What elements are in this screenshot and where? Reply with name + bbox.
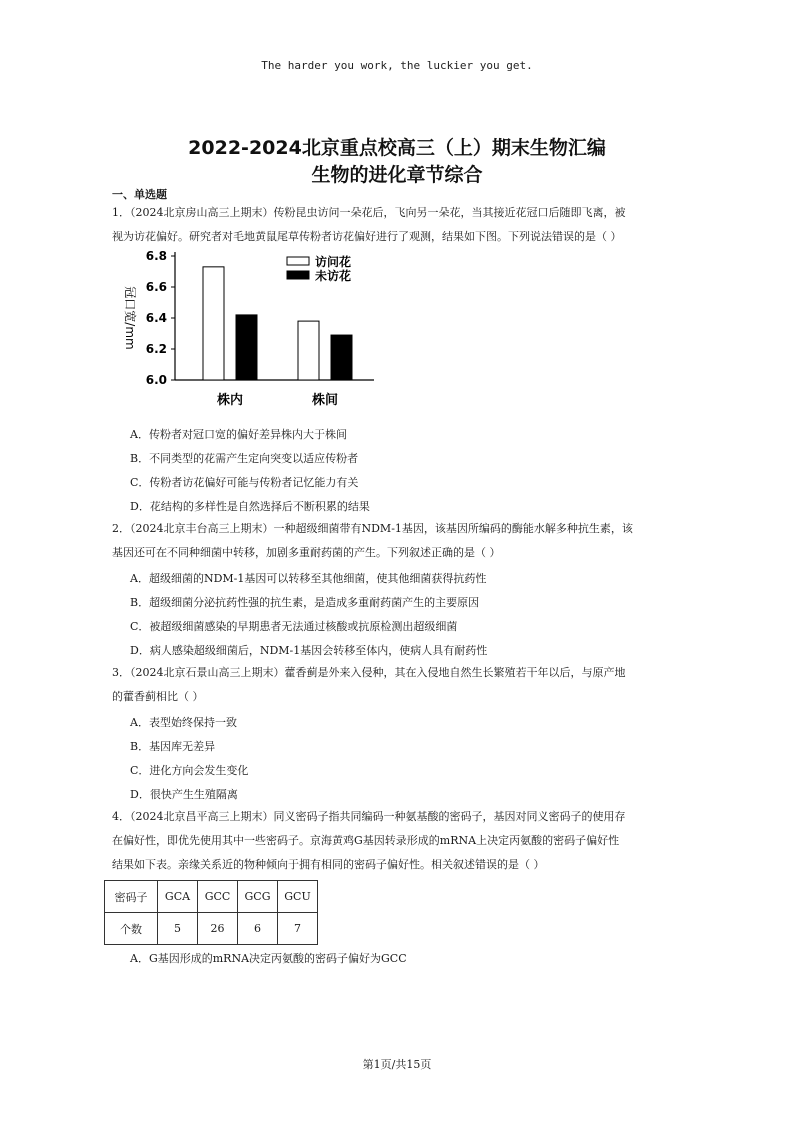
q1-option-b: B．不同类型的花需产生定向突变以适应传粉者	[130, 452, 359, 465]
section-heading: 一、单选题	[112, 188, 167, 201]
q1-bar-chart	[112, 244, 382, 414]
q2-option-c: C．被超级细菌感染的早期患者无法通过核酸或抗原检测出超级细菌	[130, 620, 458, 633]
q3-stem-line-1: 3．（2024北京石景山高三上期末）藿香蓟是外来入侵种，其在入侵地自然生长繁殖若干年以后，与原产地	[112, 666, 626, 679]
y-tick-label: 6.2	[145, 342, 167, 356]
q3-stem-line-2: 的藿香蓟相比（ ）	[112, 690, 204, 703]
q4-stem-line-2: 在偏好性，即优先使用其中一些密码子。京海黄鸡G基因转录形成的mRNA上决定丙氨酸的密码子偏好性	[112, 834, 620, 847]
legend-swatch	[287, 257, 309, 265]
y-tick-label: 6.4	[145, 311, 167, 325]
document-subtitle: 生物的进化章节综合	[311, 164, 483, 186]
q1-option-a: A．传粉者对冠口宽的偏好差异株内大于株间	[130, 428, 347, 441]
y-tick-label: 6.0	[145, 373, 167, 387]
codon-cell: GCA	[158, 881, 198, 913]
codon-cell: GCU	[278, 881, 318, 913]
document-title: 2022-2024北京重点校高三（上）期末生物汇编	[188, 137, 606, 159]
y-tick-label: 6.8	[145, 249, 167, 263]
q4-option-a: A．G基因形成的mRNA决定丙氨酸的密码子偏好为GCC	[130, 952, 407, 965]
bar	[331, 335, 352, 380]
page-number: 第1页/共15页	[362, 1058, 432, 1071]
q1-option-c: C．传粉者访花偏好可能与传粉者记忆能力有关	[130, 476, 359, 489]
q3-option-c: C．进化方向会发生变化	[130, 764, 249, 777]
codon-header-cell: 密码子	[105, 881, 158, 913]
y-axis-title: 冠口宽/mm	[123, 286, 137, 350]
codon-row	[105, 881, 318, 913]
q3-option-d: D．很快产生生殖隔离	[130, 788, 238, 801]
x-tick-label: 株间	[311, 393, 339, 408]
count-row	[105, 913, 318, 945]
q2-stem-line-2: 基因还可在不同种细菌中转移，加剧多重耐药菌的产生。下列叙述正确的是（ ）	[112, 546, 501, 559]
q1-stem-line-2: 视为访花偏好。研究者对毛地黄鼠尾草传粉者访花偏好进行了观测，结果如下图。下列说法错误的是（ ）	[112, 230, 622, 243]
count-cell: 26	[198, 913, 238, 945]
y-tick-label: 6.6	[145, 280, 167, 294]
count-header-cell: 个数	[105, 913, 158, 945]
q2-option-d: D．病人感染超级细菌后，NDM-1基因会转移至体内，使病人具有耐药性	[130, 644, 488, 657]
x-tick-label: 株内	[216, 393, 244, 408]
legend-swatch	[287, 271, 309, 279]
q3-option-a: A．表型始终保持一致	[130, 716, 237, 729]
q2-option-b: B．超级细菌分泌抗药性强的抗生素，是造成多重耐药菌产生的主要原因	[130, 596, 480, 609]
q1-stem-line-1: 1．（2024北京房山高三上期末）传粉昆虫访问一朵花后，飞向另一朵花，当其接近花冠口后随即飞离，被	[112, 206, 626, 219]
q1-option-d: D．花结构的多样性是自然选择后不断积累的结果	[130, 500, 370, 513]
legend-label: 访问花	[315, 255, 352, 269]
count-cell: 6	[238, 913, 278, 945]
q2-stem-line-1: 2．（2024北京丰台高三上期末）一种超级细菌带有NDM-1基因，该基因所编码的酶能水解多种抗生素，该	[112, 522, 633, 535]
count-cell: 5	[158, 913, 198, 945]
codon-cell: GCC	[198, 881, 238, 913]
q3-option-b: B．基因库无差异	[130, 740, 216, 753]
header-motto: The harder you work, the luckier you get.	[261, 59, 533, 72]
q4-stem-line-1: 4．（2024北京昌平高三上期末）同义密码子指共同编码一种氨基酸的密码子，基因对同义密码子的使用存	[112, 810, 626, 823]
legend-label: 未访花	[315, 269, 352, 283]
bar	[203, 267, 224, 380]
bar	[298, 321, 319, 380]
q2-option-a: A．超级细菌的NDM-1基因可以转移至其他细菌，使其他细菌获得抗药性	[130, 572, 487, 585]
count-cell: 7	[278, 913, 318, 945]
q4-stem-line-3: 结果如下表。亲缘关系近的物种倾向于拥有相同的密码子偏好性。相关叙述错误的是（ ）	[112, 858, 545, 871]
codon-cell: GCG	[238, 881, 278, 913]
codon-table	[104, 880, 318, 945]
bar	[236, 315, 257, 380]
